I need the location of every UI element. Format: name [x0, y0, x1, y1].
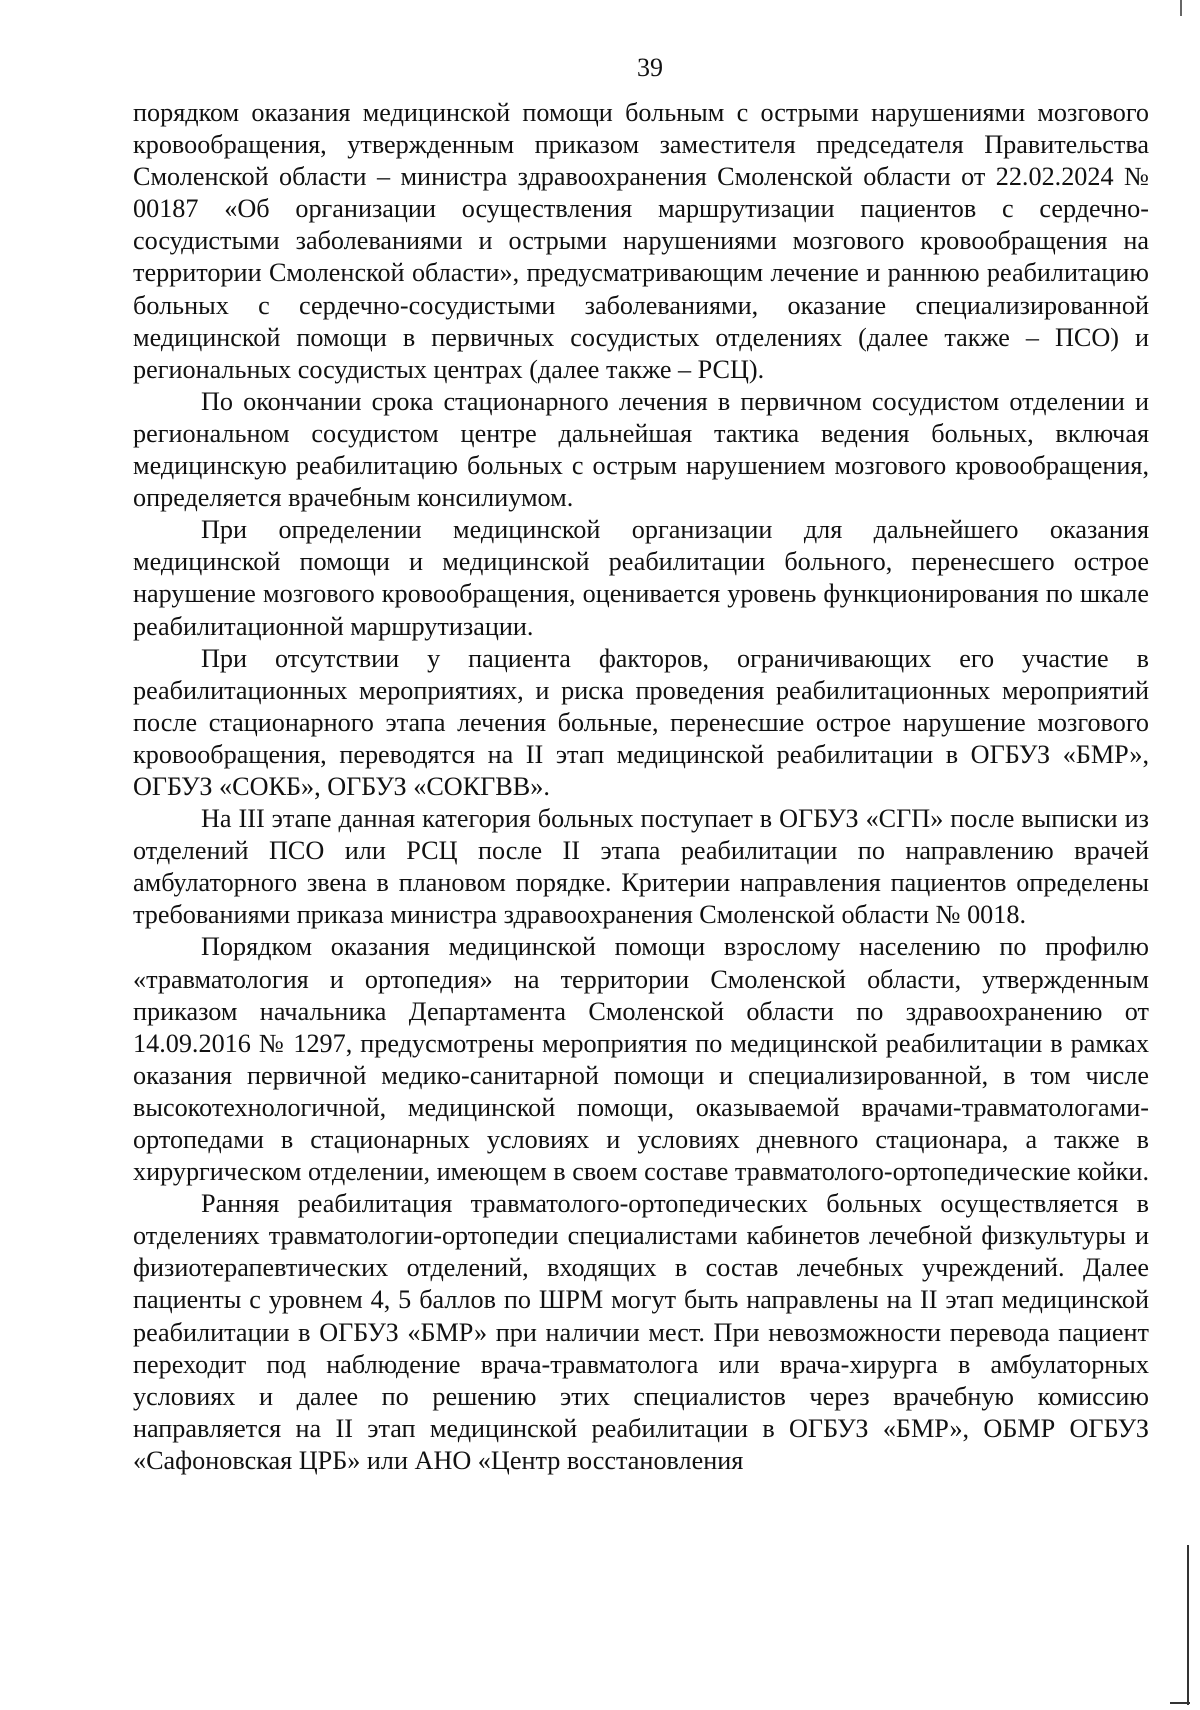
scan-edge-line	[1187, 1545, 1189, 1705]
scan-edge-mark	[1180, 0, 1182, 16]
paragraph-organization-selection: При определении медицинской организации для дальнейшего оказания медицинской помощи и медицинской реабилитации больного, перенесшего острое нарушение мозгового кровообращения, оценивается уровень функционирования по шкале реабилитационной маршрутизации.	[133, 515, 1149, 641]
paragraph-early-rehabilitation: Ранняя реабилитация травматолого-ортопедических больных осуществляется в отделениях травматологии-ортопедии специалистами кабинетов лечебной физкультуры и физиотерапевтических отделений, входящих в состав лечебных учреждений. Далее пациенты с уровнем 4, 5 баллов по ШРМ могут быть направлены на II этап медицинской реабилитации в ОГБУЗ «БМР» при наличии мест. При невозможности перевода пациент переходит под наблюдение врача-травматолога или врача-хирурга в амбулаторных условиях и далее по решению этих специалистов через врачебную комиссию направляется на II этап медицинской реабилитации в ОГБУЗ «БМР», ОБМР ОГБУЗ «Сафоновская ЦРБ» или АНО «Центр восстановления	[133, 1189, 1149, 1475]
document-body	[133, 97, 1149, 1477]
paragraph-stage-three: На III этапе данная категория больных поступает в ОГБУЗ «СГП» после выписки из отделений ПСО или РСЦ после II этапа реабилитации по направлению врачей амбулаторного звена в плановом порядке. Критерии направления пациентов определены требованиями приказа министра здравоохранения Смоленской области № 0018.	[133, 804, 1149, 930]
paragraph-stroke-care-order: порядком оказания медицинской помощи больным с острыми нарушениями мозгового кровообращения, утвержденным приказом заместителя председателя Правительства Смоленской области – министра здравоохранения Смоленской области от 22.02.2024 № 00187 «Об организации осуществления маршрутизации пациентов с сердечно-сосудистыми заболеваниями и острыми нарушениями мозгового кровообращения на территории Смоленской области», предусматривающим лечение и раннюю реабилитацию больных с сердечно-сосудистыми заболеваниями, оказание специализированной медицинской помощи в первичных сосудистых отделениях (далее также – ПСО) и региональных сосудистых центрах (далее также – РСЦ).	[133, 98, 1149, 384]
paragraph-stage-two-transfer: При отсутствии у пациента факторов, ограничивающих его участие в реабилитационных мероприятиях, и риска проведения реабилитационных мероприятий после стационарного этапа лечения больные, перенесшие острое нарушение мозгового кровообращения, переводятся на II этап медицинской реабилитации в ОГБУЗ «БМР», ОГБУЗ «СОКБ», ОГБУЗ «СОКГВВ».	[133, 643, 1149, 801]
paragraph-trauma-orthopedics-order: Порядком оказания медицинской помощи взрослому населению по профилю «травматология и ортопедия» на территории Смоленской области, утвержденным приказом начальника Департамента Смоленской области по здравоохранению от 14.09.2016 № 1297, предусмотрены мероприятия по медицинской реабилитации в рамках оказания первичной медико-санитарной помощи и специализированной, в том числе высокотехнологичной, медицинской помощи, оказываемой врачами-травматологами-ортопедами в стационарных условиях и условиях дневного стационара, а также в хирургическом отделении, имеющем в своем составе травматолого-ортопедические койки.	[133, 932, 1149, 1187]
scan-edge-corner	[1170, 1702, 1190, 1704]
page-number: 39	[637, 53, 663, 82]
paragraph-post-hospital-tactics: По окончании срока стационарного лечения в первичном сосудистом отделении и региональном сосудистом центре дальнейшая тактика ведения больных, включая медицинскую реабилитацию больных с острым нарушением мозгового кровообращения, определяется врачебным консилиумом.	[133, 386, 1149, 513]
